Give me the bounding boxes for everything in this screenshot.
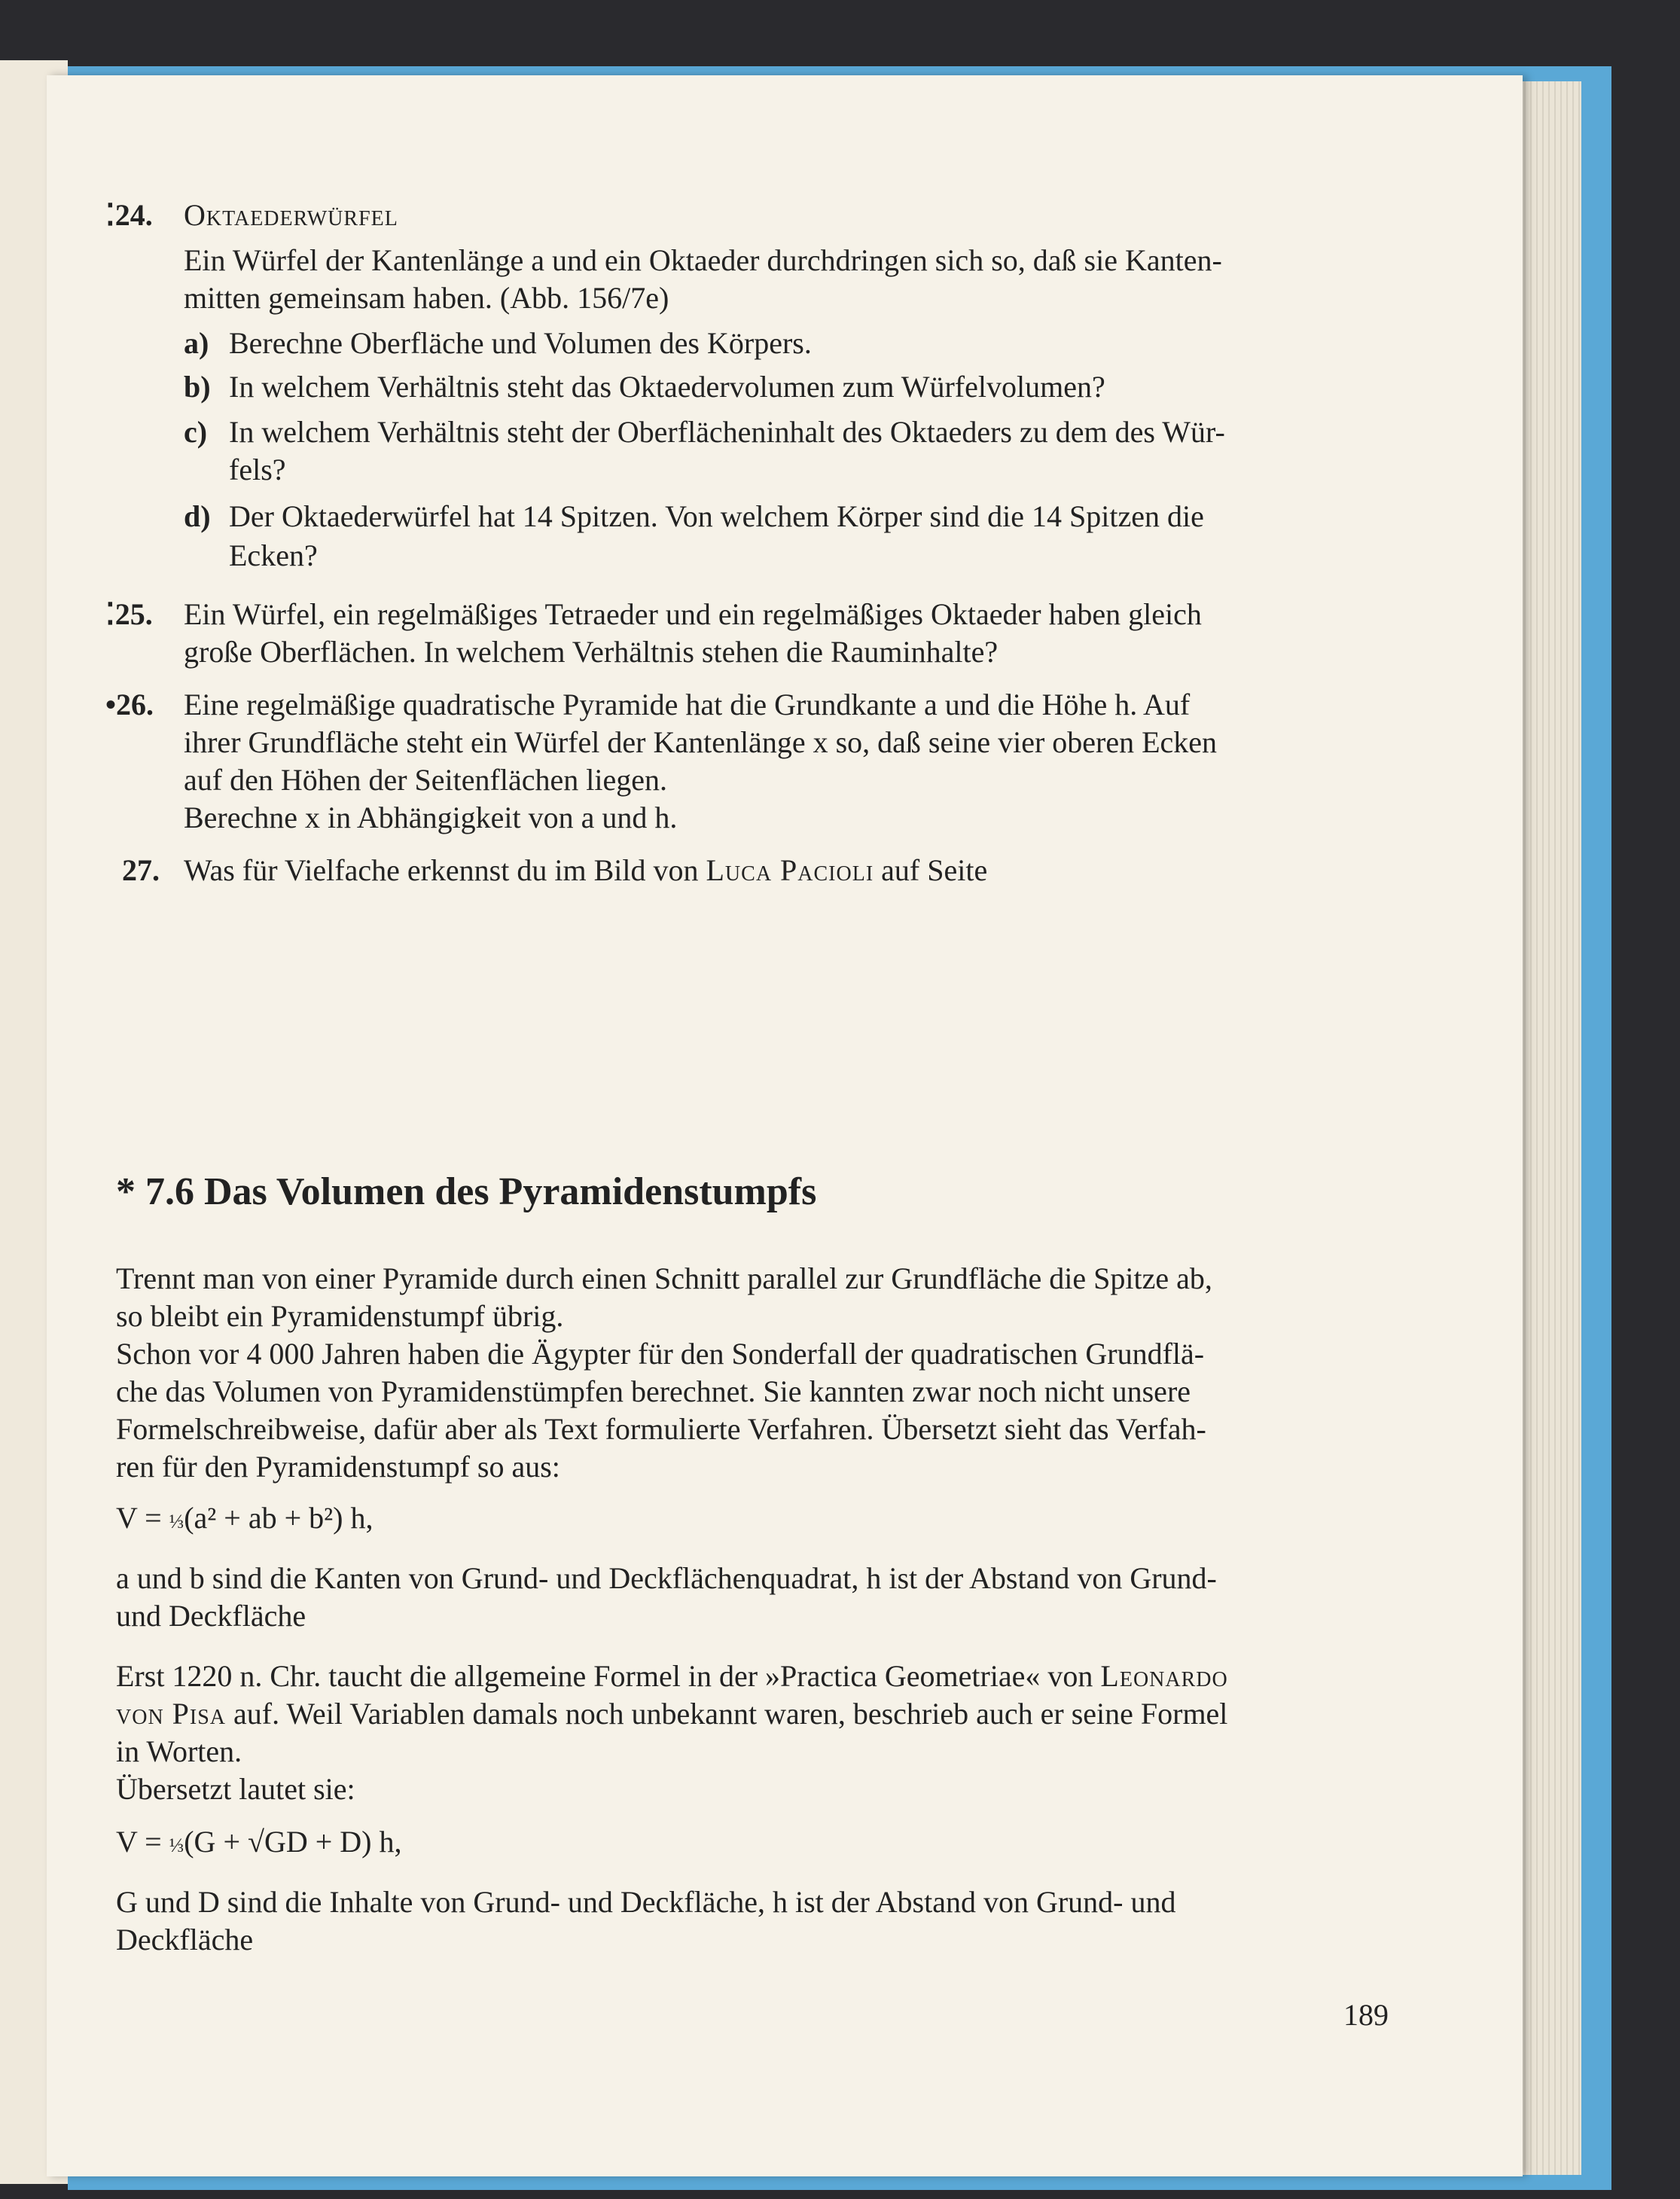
exercise-24c-text1: In welchem Verhältnis steht der Oberflächeninhalt des Oktaeders zu dem des Wür- bbox=[229, 415, 1225, 449]
formula-2-pre: V = bbox=[116, 1825, 169, 1859]
paragraph-2-line1: a und b sind die Kanten von Grund- und Deckflächenquadrat, h ist der Abstand von Grund- bbox=[116, 1561, 1217, 1595]
exercise-27-text bbox=[184, 849, 987, 892]
paragraph-3-line2 bbox=[116, 1693, 1227, 1735]
paragraph-1-line2: so bleibt ein Pyramidenstumpf übrig. bbox=[116, 1299, 564, 1333]
exercise-24c-label: c) bbox=[184, 415, 208, 449]
exercise-25-line1: Ein Würfel, ein regelmäßiges Tetraeder und ein regelmäßiges Oktaeder haben gleich bbox=[184, 597, 1202, 631]
formula-2 bbox=[116, 1821, 402, 1867]
formula-2-fraction: ⅓ bbox=[169, 1835, 184, 1856]
exercise-27-text-before: Was für Vielfache erkennst du im Bild von bbox=[184, 853, 706, 887]
exercise-27-number: 27. bbox=[122, 853, 160, 887]
exercise-25-line2: große Oberflächen. In welchem Verhältnis stehen die Rauminhalte? bbox=[184, 635, 999, 669]
paragraph-3-line1 bbox=[116, 1655, 1228, 1697]
page-edges bbox=[1514, 81, 1581, 2175]
paragraph-3-name-leonardo: Leonardo bbox=[1100, 1659, 1228, 1693]
exercise-26-line2: ihrer Grundfläche steht ein Würfel der Kantenlänge x so, daß seine vier oberen Ecken bbox=[184, 725, 1218, 759]
exercise-24b-label: b) bbox=[184, 370, 211, 404]
exercise-26-line3: auf den Höhen der Seitenflächen liegen. bbox=[184, 763, 667, 797]
exercise-24-number: ⁚24. bbox=[105, 198, 153, 232]
formula-1 bbox=[116, 1497, 373, 1543]
paragraph-4-line2: Deckfläche bbox=[116, 1923, 254, 1957]
formula-1-fraction: ⅓ bbox=[169, 1511, 184, 1533]
paragraph-1-line6: ren für den Pyramidenstumpf so aus: bbox=[116, 1450, 560, 1484]
exercise-27-name: Luca Pacioli bbox=[706, 853, 874, 887]
exercise-24c-text2: fels? bbox=[229, 453, 286, 486]
exercise-24a-text: Berechne Oberfläche und Volumen des Körpers. bbox=[229, 326, 812, 360]
paragraph-1-line3: Schon vor 4 000 Jahren haben die Ägypter für den Sonderfall der quadratischen Grundflä- bbox=[116, 1337, 1205, 1371]
book-page bbox=[47, 75, 1523, 2176]
exercise-26-number: •26. bbox=[105, 688, 154, 721]
exercise-24b-text: In welchem Verhältnis steht das Oktaedervolumen zum Würfelvolumen? bbox=[229, 370, 1105, 404]
paragraph-1-line1: Trennt man von einer Pyramide durch einen Schnitt parallel zur Grundfläche die Spitze ab, bbox=[116, 1261, 1212, 1295]
exercise-24d-text1: Der Oktaederwürfel hat 14 Spitzen. Von welchem Körper sind die 14 Spitzen die bbox=[229, 499, 1204, 533]
exercise-24-line2: mitten gemeinsam haben. (Abb. 156/7e) bbox=[184, 281, 669, 315]
page-number: 189 bbox=[1343, 1998, 1389, 2032]
exercise-24-line1: Ein Würfel der Kantenlänge a und ein Oktaeder durchdringen sich so, daß sie Kanten- bbox=[184, 243, 1222, 277]
formula-1-pre: V = bbox=[116, 1501, 169, 1535]
exercise-24a-label: a) bbox=[184, 326, 209, 360]
formula-2-post: (G + √GD + D) h, bbox=[184, 1825, 402, 1859]
exercise-25-number: ⁚25. bbox=[105, 597, 153, 631]
exercise-26-line1: Eine regelmäßige quadratische Pyramide hat die Grundkante a und die Höhe h. Auf bbox=[184, 688, 1191, 721]
exercise-26-line4: Berechne x in Abhängigkeit von a und h. bbox=[184, 801, 678, 834]
page-content bbox=[47, 75, 1523, 2176]
paragraph-3-line1-text: Erst 1220 n. Chr. taucht die allgemeine Formel in der »Practica Geometriae« von bbox=[116, 1659, 1101, 1693]
exercise-27-text-after: auf Seite bbox=[874, 853, 988, 887]
exercise-24-title: Oktaederwürfel bbox=[184, 198, 398, 232]
exercise-24d-text2: Ecken? bbox=[229, 538, 318, 572]
paragraph-3-line4: Übersetzt lautet sie: bbox=[116, 1772, 355, 1806]
paragraph-2-line2: und Deckfläche bbox=[116, 1599, 306, 1633]
formula-1-post: (a² + ab + b²) h, bbox=[184, 1501, 374, 1535]
paragraph-4-line1: G und D sind die Inhalte von Grund- und Deckfläche, h ist der Abstand von Grund- und bbox=[116, 1885, 1176, 1919]
paragraph-1-line4: che das Volumen von Pyramidenstümpfen berechnet. Sie kannten zwar noch nicht unsere bbox=[116, 1374, 1191, 1408]
exercise-24d-label: d) bbox=[184, 499, 211, 533]
section-heading: * 7.6 Das Volumen des Pyramidenstumpfs bbox=[116, 1170, 817, 1213]
paragraph-3-name-pisa: von Pisa bbox=[116, 1697, 227, 1731]
paragraph-1-line5: Formelschreibweise, dafür aber als Text formulierte Verfahren. Übersetzt sieht das Verfah- bbox=[116, 1412, 1206, 1446]
paragraph-3-line3: in Worten. bbox=[116, 1734, 242, 1768]
paragraph-3-line2-text: auf. Weil Variablen damals noch unbekannt waren, beschrieb auch er seine Formel bbox=[226, 1697, 1228, 1731]
